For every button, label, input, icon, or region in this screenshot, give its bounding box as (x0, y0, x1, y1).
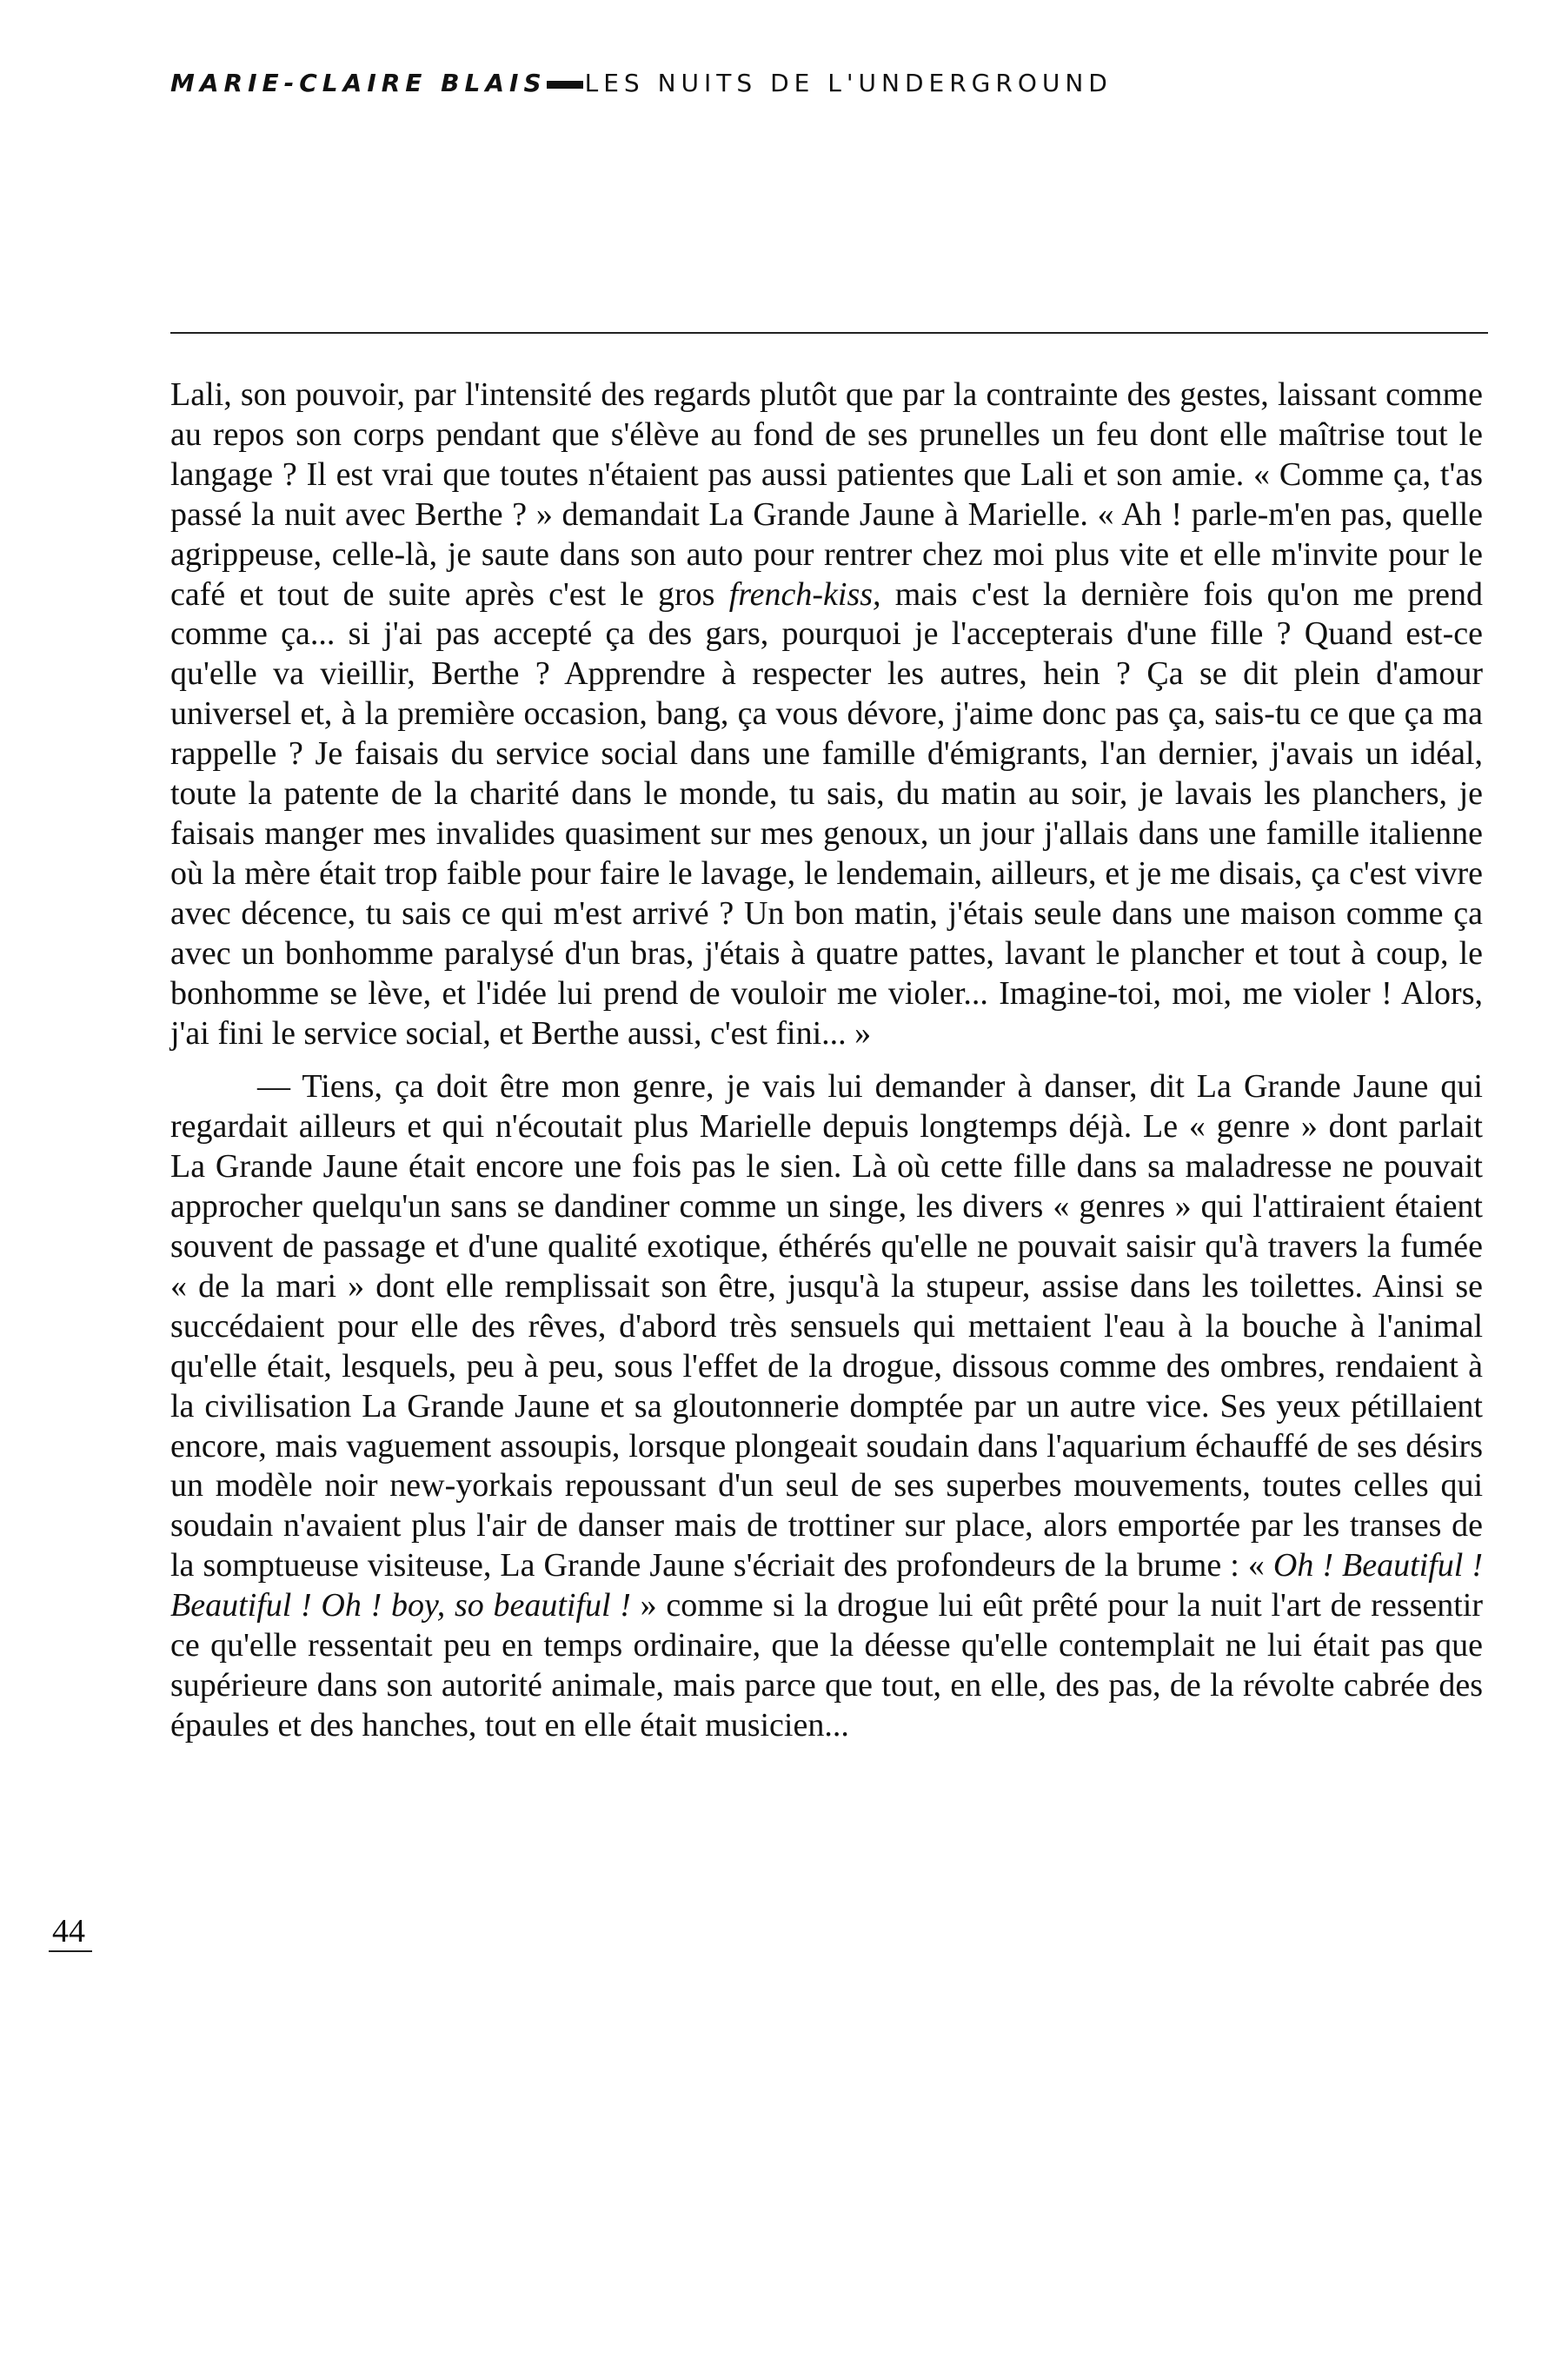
page-number: 44 (52, 1913, 85, 1950)
paragraph-2-text-a: — Tiens, ça doit être mon genre, je vais lui demander à danser, dit La Grande Jaune qui regardait ailleurs et qui n'écoutait plus Marielle depuis longtemps déjà. Le « genre » dont parlait La Grande Jaune était encore une fois pas le sien. Là où cette fille dans sa maladresse ne pouvait approcher quelqu'un sans se dandiner comme un singe, les divers « genres » qui l'attiraient étaient souvent de passage et d'une qualité exotique, éthérés qu'elle ne pouvait saisir qu'à travers la fumée « de la mari » dont elle remplissait son être, jusqu'à la stupeur, assise dans les toilettes. Ainsi se succédaient pour elle des rêves, d'abord très sensuels qui mettaient l'eau à la bouche à l'animal qu'elle était, lesquels, peu à peu, sous l'effet de la drogue, dissous comme des ombres, rendaient à la civilisation La Grande Jaune et sa gloutonnerie domptée par un autre vice. Ses yeux pétillaient encore, mais vaguement assoupis, lorsque plongeait soudain dans l'aquarium échauffé de ses désirs un modèle noir new-yorkais repoussant d'un seul de ses superbes mouvements, toutes celles qui soudain n'avaient plus l'air de danser mais de trottiner sur place, alors emportée par les transes de la somptueuse visiteuse, La Grande Jaune s'écriait des profondeurs de la brume : « (170, 1068, 1483, 1584)
paragraph-1-text-a: Lali, son pouvoir, par l'intensité des regards plutôt que par la contrainte des gestes, laissant comme au repos son corps pendant que s'élève au fond de ses prunelles un feu dont elle maîtrise tout le langage ? Il est vrai que toutes n'étaient pas aussi patientes que Lali et son amie. « Comme ça, t'as passé la nuit avec Berthe ? » demandait La Grande Jaune à Marielle. « Ah ! parle-m'en pas, quelle agrippeuse, celle-là, je saute dans son auto pour rentrer chez moi plus vite et elle m'invite pour le café et tout de suite après c'est le gros (170, 376, 1483, 613)
header-rule (170, 332, 1488, 334)
paragraph-2-text-b: » comme si la drogue lui eût prêté pour la nuit l'art de ressentir ce qu'elle ressentait peu en temps ordinaire, que la déesse qu'elle contemplait ne lui était pas que supérieure dans son autorité animale, mais parce que tout, en elle, des pas, de la révolte cabrée des épaules et des hanches, tout en elle était musicien... (170, 1587, 1483, 1744)
paragraph-1-italic: french-kiss, (728, 575, 881, 613)
running-head-separator (547, 81, 583, 89)
page-number-mark (49, 1950, 92, 1952)
paragraph (170, 1067, 1483, 1745)
paragraph (170, 375, 1483, 1053)
running-head-author: MARIE-CLAIRE BLAIS (170, 69, 547, 97)
paragraph-2-italic: Oh ! Beautiful ! Beautiful ! Oh ! boy, so beautiful ! (170, 1547, 1484, 1624)
running-head-title: LES NUITS DE L'UNDERGROUND (584, 69, 1113, 97)
running-head (170, 66, 1474, 101)
body-text (170, 375, 1483, 1746)
paragraph-1-text-b: mais c'est la dernière fois qu'on me prend comme ça... si j'ai pas accepté ça des gars, pourquoi je l'accepterais d'une fille ? Quand est-ce qu'elle va vieillir, Berthe ? Apprendre à respecter les autres, hein ? Ça se dit plein d'amour universel et, à la première occasion, bang, ça vous dévore, j'aime donc pas ça, sais-tu ce que ça ma rappelle ? Je faisais du service social dans une famille d'émigrants, l'an dernier, j'avais un idéal, toute la patente de la charité dans le monde, tu sais, du matin au soir, je lavais les planchers, je faisais manger mes invalides quasiment sur mes genoux, un jour j'allais dans une famille italienne où la mère était trop faible pour faire le lavage, le lendemain, ailleurs, et je me disais, ça c'est vivre avec décence, tu sais ce qui m'est arrivé ? Un bon matin, j'étais seule dans une maison comme ça avec un bonhomme paralysé d'un bras, j'étais à quatre pattes, lavant le plancher et tout à coup, le bonhomme se lève, et l'idée lui prend de vouloir me violer... Imagine-toi, moi, me violer ! Alors, j'ai fini le service social, et Berthe aussi, c'est fini... » (170, 575, 1483, 1052)
